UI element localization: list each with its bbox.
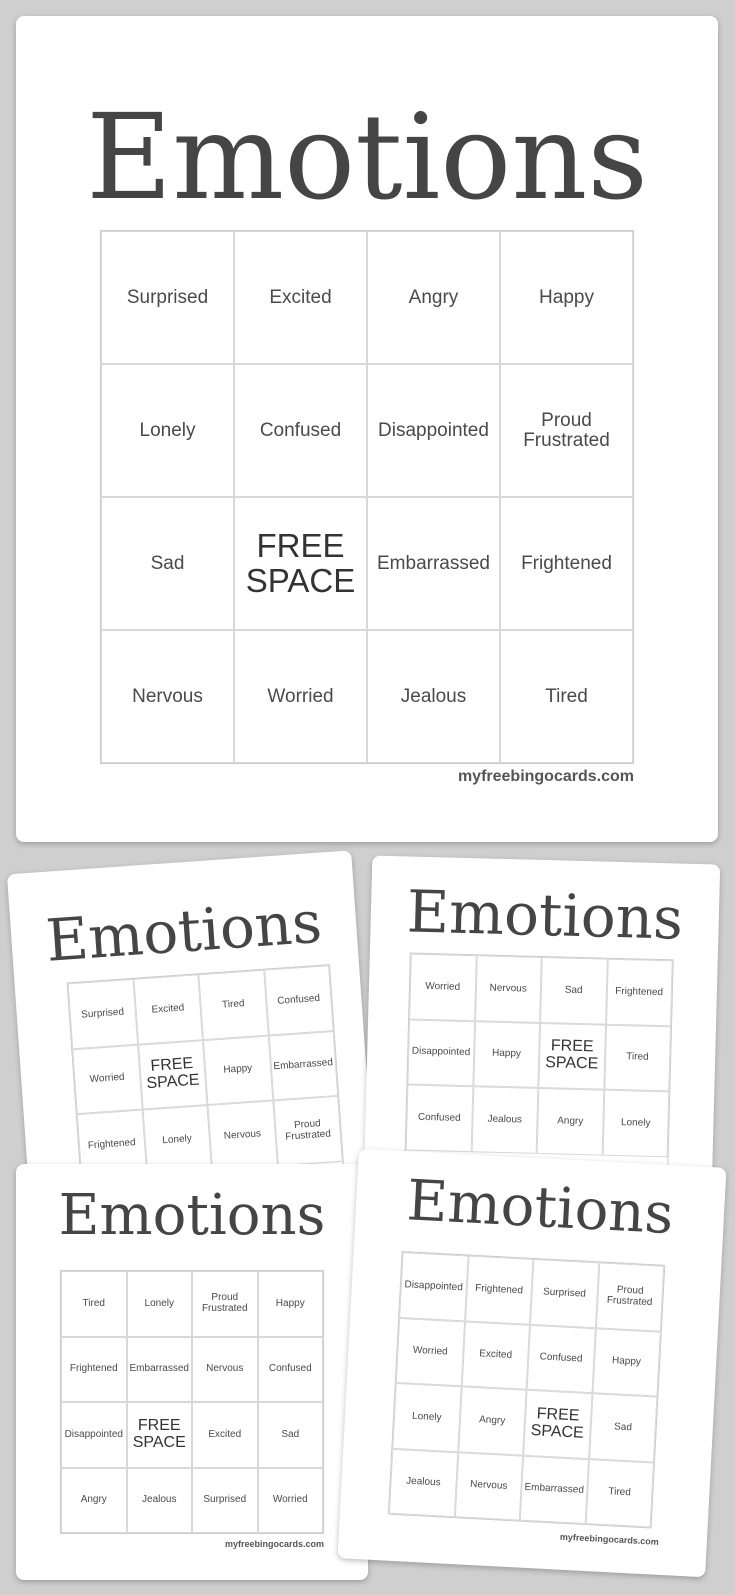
cell-label: Sad [281,1428,300,1440]
bingo-cell[interactable] [592,1328,661,1397]
bingo-cell[interactable] [461,1321,530,1390]
cell-label: Nervous [469,1478,508,1492]
cell-label: Happy [611,1355,642,1368]
bingo-cell[interactable] [367,364,500,497]
cell-label: Jealous [400,685,467,707]
bingo-cell[interactable] [500,364,633,497]
preview-card-1[interactable] [7,850,374,1203]
bingo-cell[interactable] [409,954,476,1021]
preview-card-4[interactable] [338,1149,727,1578]
cell-label: Embarrassed [524,1481,585,1496]
cell-label: Disappointed [411,1045,471,1059]
cell-label: Jealous [142,1494,177,1505]
cell-label: Happy [223,1062,253,1076]
cell-label: FREE SPACE [145,1055,201,1093]
cell-label: Angry [557,1114,584,1127]
cell-label: Happy [539,286,594,308]
card-title: Emotions [43,887,324,975]
bingo-cell[interactable] [258,1271,324,1337]
bingo-cell[interactable] [606,959,673,1026]
bingo-cell[interactable] [101,630,234,763]
free-space-cell[interactable] [138,1040,208,1110]
cell-label: Proud Frustrated [284,1118,332,1143]
cell-label: Disappointed [64,1428,123,1440]
bingo-cell[interactable] [192,1402,258,1468]
cell-label: Worried [412,1344,448,1358]
bingo-cell[interactable] [127,1337,193,1403]
bingo-grid [60,1270,324,1534]
cell-label: Jealous [487,1113,523,1126]
bingo-cell[interactable] [207,1100,277,1170]
cell-label: Sad [564,984,583,996]
cell-label: Angry [80,1494,107,1505]
bingo-cell[interactable] [589,1393,658,1462]
cell-label: Lonely [411,1410,442,1423]
site-credit: myfreebingocards.com [224,1539,324,1549]
cell-label: Frightened [87,1136,136,1151]
bingo-cell[interactable] [258,1468,324,1534]
card-title: Emotions [405,877,684,953]
bingo-cell[interactable] [367,497,500,630]
cell-label: Happy [275,1297,305,1309]
cell-label: Nervous [489,982,527,995]
bingo-cell[interactable] [268,1031,338,1101]
cell-label: Embarrassed [377,552,490,574]
cell-label: Nervous [206,1363,244,1374]
cell-label: FREE SPACE [132,1416,186,1451]
bingo-cell[interactable] [101,364,234,497]
bingo-cell[interactable] [458,1386,527,1455]
cell-label: Confused [276,992,321,1007]
bingo-cell[interactable] [234,231,367,364]
bingo-cell[interactable] [406,1084,473,1151]
free-space-cell[interactable] [523,1390,592,1459]
bingo-cell[interactable] [396,1317,465,1386]
bingo-cell[interactable] [471,1086,538,1153]
bingo-cell[interactable] [367,231,500,364]
cell-label: Surprised [80,1006,125,1021]
free-space-cell[interactable] [234,497,367,630]
cell-label: Embarrassed [129,1363,189,1374]
cell-label: FREE SPACE [245,526,356,599]
bingo-cell[interactable] [530,1259,599,1328]
bingo-cell[interactable] [133,974,203,1044]
bingo-cell[interactable] [61,1337,127,1403]
cell-label: Lonely [139,419,196,441]
bingo-cell[interactable] [61,1468,127,1534]
cell-label: Worried [425,980,461,993]
cell-label: FREE SPACE [530,1405,585,1442]
cell-label: Tired [82,1297,105,1309]
free-space-cell[interactable] [127,1402,193,1468]
bingo-cell[interactable] [520,1455,589,1524]
cell-label: Lonely [161,1132,193,1146]
cell-label: Excited [478,1348,513,1361]
cell-label: Frightened [474,1282,524,1296]
bingo-cell[interactable] [537,1088,604,1155]
cell-label: Embarrassed [273,1057,334,1073]
cell-label: FREE SPACE [545,1037,599,1073]
cell-label: Proud Frustrated [523,409,610,451]
bingo-cell[interactable] [258,1402,324,1468]
bingo-cell[interactable] [500,231,633,364]
free-space-cell[interactable] [538,1022,605,1089]
cell-label: Worried [267,685,334,707]
cell-label: Tired [626,1051,649,1063]
bingo-cell[interactable] [203,1035,273,1105]
cell-label: Nervous [132,685,203,707]
site-credit: myfreebingocards.com [559,1531,660,1547]
bingo-cell[interactable] [101,497,234,630]
cell-label: Lonely [620,1116,651,1129]
card-title: Emotions [86,88,648,226]
bingo-cell[interactable] [500,630,633,763]
cell-label: Worried [89,1071,125,1086]
cell-label: Excited [208,1428,242,1440]
cell-label: Excited [151,1001,185,1016]
bingo-grid [100,230,634,764]
bingo-cell[interactable] [399,1252,468,1321]
cell-label: Disappointed [404,1278,464,1293]
preview-card-3[interactable] [16,1164,368,1580]
cell-label: Disappointed [378,419,489,441]
cell-label: Proud Frustrated [606,1284,653,1308]
cell-label: Happy [491,1047,522,1060]
cell-label: Tired [608,1486,632,1499]
bingo-cell[interactable] [540,957,607,1024]
main-bingo-card[interactable] [16,16,718,842]
bingo-cell[interactable] [602,1090,669,1157]
bingo-cell[interactable] [234,630,367,763]
bingo-cell[interactable] [127,1271,193,1337]
bingo-cell[interactable] [61,1402,127,1468]
bingo-cell[interactable] [473,1021,540,1088]
cell-label: Sad [150,552,185,574]
cell-label: Confused [268,1363,312,1374]
preview-card-2[interactable] [364,856,721,1195]
card-title: Emotions [58,1183,326,1248]
cell-label: Lonely [144,1297,174,1309]
bingo-cell[interactable] [273,1096,343,1166]
bingo-cell[interactable] [392,1383,461,1452]
bingo-cell[interactable] [127,1468,193,1534]
cell-label: Angry [478,1413,506,1427]
bingo-cell[interactable] [604,1024,671,1091]
bingo-cell[interactable] [234,364,367,497]
cell-label: Surprised [126,286,209,308]
bingo-cell[interactable] [454,1452,523,1521]
bingo-cell[interactable] [407,1019,474,1086]
cell-label: Frightened [69,1363,118,1374]
cell-label: Sad [613,1420,633,1433]
cell-label: Tired [545,685,588,707]
bingo-cell[interactable] [595,1262,664,1331]
bingo-cell[interactable] [475,955,542,1022]
bingo-cell[interactable] [192,1337,258,1403]
bingo-cell[interactable] [61,1271,127,1337]
cell-label: Frightened [615,985,664,998]
cell-label: Frightened [521,552,612,574]
card-title: Emotions [405,1168,675,1248]
site-credit: myfreebingocards.com [457,768,634,785]
bingo-cell[interactable] [72,1044,142,1114]
cell-label: Confused [539,1351,583,1365]
bingo-cell[interactable] [192,1271,258,1337]
cell-label: Excited [269,286,332,308]
bingo-grid [388,1251,665,1528]
bingo-cell[interactable] [198,970,268,1040]
cell-label: Confused [259,419,342,441]
bingo-cell[interactable] [500,497,633,630]
bingo-cell[interactable] [389,1448,458,1517]
bingo-cell[interactable] [465,1256,534,1325]
bingo-cell[interactable] [527,1324,596,1393]
cell-label: Surprised [203,1494,247,1505]
bingo-cell[interactable] [585,1459,654,1528]
cell-label: Proud Frustrated [201,1292,248,1314]
bingo-cell[interactable] [258,1337,324,1403]
cell-label: Surprised [542,1285,587,1300]
cell-label: Nervous [223,1127,262,1142]
cell-label: Worried [272,1494,308,1505]
bingo-cell[interactable] [101,231,234,364]
bingo-cell[interactable] [264,965,334,1035]
bingo-cell[interactable] [192,1468,258,1534]
cell-label: Angry [408,286,459,308]
cell-label: Confused [417,1111,461,1124]
bingo-cell[interactable] [367,630,500,763]
bingo-cell[interactable] [68,979,138,1049]
cell-label: Jealous [405,1475,441,1489]
cell-label: Tired [221,997,245,1011]
